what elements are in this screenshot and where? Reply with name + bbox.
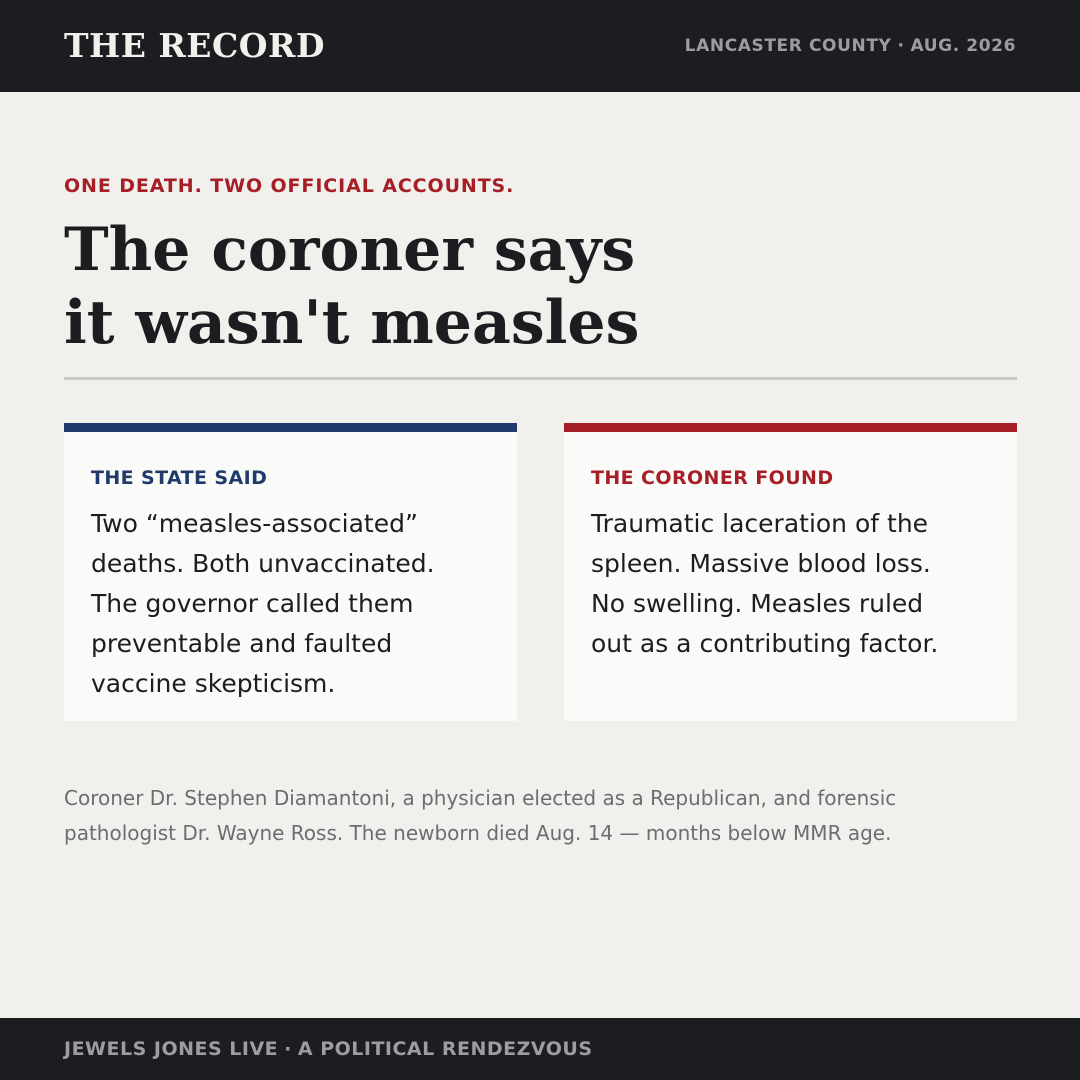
footer-bar bbox=[0, 1018, 1080, 1080]
headline-line: it wasn't measles bbox=[64, 288, 640, 358]
footer-separator: · bbox=[284, 1038, 292, 1060]
card-label: THE CORONER FOUND bbox=[591, 467, 834, 489]
state-said-card bbox=[64, 423, 517, 721]
card-body-line: Traumatic laceration of the bbox=[591, 509, 929, 538]
headline bbox=[64, 214, 1004, 360]
date-label: AUG. 2026 bbox=[910, 36, 1016, 56]
headline-divider bbox=[64, 377, 1017, 380]
publication-name: THE RECORD bbox=[64, 26, 326, 65]
show-tagline: A POLITICAL RENDEZVOUS bbox=[297, 1038, 593, 1060]
card-accent-bar bbox=[564, 423, 1017, 432]
card-accent-bar bbox=[64, 423, 517, 432]
card-body-line: No swelling. Measles ruled bbox=[591, 589, 924, 618]
card-body-line: out as a contributing factor. bbox=[591, 629, 939, 658]
location-label: LANCASTER COUNTY bbox=[684, 36, 892, 56]
card-body bbox=[591, 504, 1001, 664]
card-body-line: spleen. Massive blood loss. bbox=[591, 549, 931, 578]
card-body-line: preventable and faulted bbox=[91, 629, 393, 658]
card-body-line: The governor called them bbox=[91, 589, 414, 618]
dateline bbox=[685, 34, 1016, 58]
show-name: JEWELS JONES LIVE bbox=[64, 1038, 279, 1060]
footer-credit bbox=[64, 1037, 593, 1061]
caption-line: Coroner Dr. Stephen Diamantoni, a physician elected as a Republican, and forensic bbox=[64, 786, 897, 810]
card-body-line: Two “measles-associated” bbox=[91, 509, 418, 538]
headline-line: The coroner says bbox=[64, 215, 636, 285]
dateline-separator: · bbox=[897, 36, 905, 56]
kicker: ONE DEATH. TWO OFFICIAL ACCOUNTS. bbox=[64, 175, 515, 197]
masthead-bar bbox=[0, 0, 1080, 92]
card-body-line: vaccine skepticism. bbox=[91, 669, 336, 698]
caption-line: pathologist Dr. Wayne Ross. The newborn died Aug. 14 — months below MMR age. bbox=[64, 821, 892, 845]
card-body-line: deaths. Both unvaccinated. bbox=[91, 549, 435, 578]
coroner-found-card bbox=[564, 423, 1017, 721]
card-label: THE STATE SAID bbox=[91, 467, 268, 489]
caption bbox=[64, 781, 1024, 851]
card-body bbox=[91, 504, 501, 704]
